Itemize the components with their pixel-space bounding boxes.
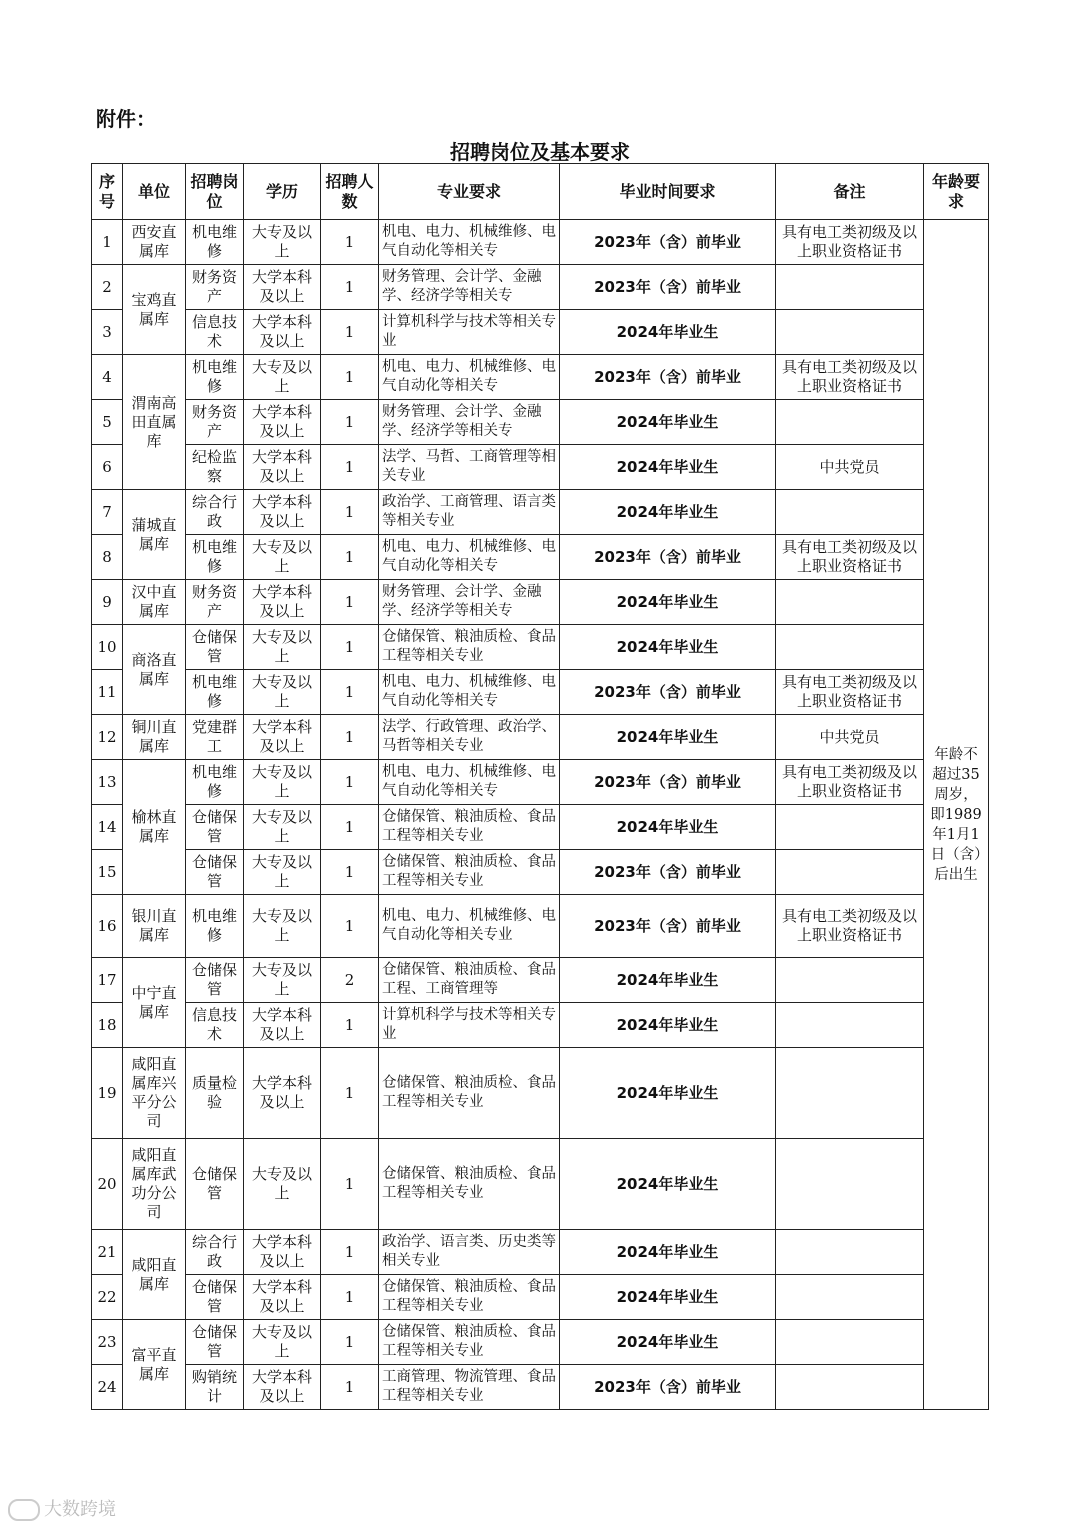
education-cell: 大学本科及以上 <box>244 580 321 625</box>
education-cell: 大专及以上 <box>244 220 321 265</box>
position-cell: 信息技术 <box>186 1003 244 1048</box>
unit-cell: 中宁直属库 <box>123 958 186 1048</box>
count-cell: 1 <box>321 1139 379 1230</box>
remark-cell <box>776 805 924 850</box>
position-cell: 综合行政 <box>186 490 244 535</box>
header-unit: 单位 <box>123 164 186 220</box>
major-cell: 机电、电力、机械维修、电气自动化等相关专 <box>379 670 560 715</box>
education-cell: 大专及以上 <box>244 625 321 670</box>
education-cell: 大学本科及以上 <box>244 715 321 760</box>
graduation-cell: 2024年毕业生 <box>560 1139 776 1230</box>
position-cell: 机电维修 <box>186 670 244 715</box>
education-cell: 大专及以上 <box>244 850 321 895</box>
row-no: 17 <box>92 958 123 1003</box>
remark-cell <box>776 580 924 625</box>
major-cell: 仓储保管、粮油质检、食品工程等相关专业 <box>379 625 560 670</box>
unit-cell: 渭南高田直属库 <box>123 355 186 490</box>
graduation-cell: 2023年（含）前毕业 <box>560 760 776 805</box>
position-cell: 综合行政 <box>186 1230 244 1275</box>
position-cell: 仓储保管 <box>186 958 244 1003</box>
major-cell: 机电、电力、机械维修、电气自动化等相关专 <box>379 220 560 265</box>
table-row <box>92 895 989 958</box>
major-cell: 仓储保管、粮油质检、食品工程等相关专业 <box>379 1320 560 1365</box>
major-cell: 仓储保管、粮油质检、食品工程等相关专业 <box>379 1139 560 1230</box>
graduation-cell: 2024年毕业生 <box>560 580 776 625</box>
row-no: 23 <box>92 1320 123 1365</box>
remark-cell <box>776 310 924 355</box>
count-cell: 1 <box>321 670 379 715</box>
education-cell: 大学本科及以上 <box>244 1365 321 1410</box>
position-cell: 机电维修 <box>186 220 244 265</box>
row-no: 13 <box>92 760 123 805</box>
education-cell: 大学本科及以上 <box>244 445 321 490</box>
count-cell: 1 <box>321 310 379 355</box>
major-cell: 仓储保管、粮油质检、食品工程、工商管理等 <box>379 958 560 1003</box>
table-row <box>92 1048 989 1139</box>
graduation-cell: 2023年（含）前毕业 <box>560 265 776 310</box>
table-row <box>92 958 989 1003</box>
major-cell: 财务管理、会计学、金融学、经济学等相关专 <box>379 265 560 310</box>
row-no: 14 <box>92 805 123 850</box>
table-row <box>92 1365 989 1410</box>
row-no: 15 <box>92 850 123 895</box>
table-row <box>92 760 989 805</box>
remark-cell <box>776 1320 924 1365</box>
graduation-cell: 2024年毕业生 <box>560 1230 776 1275</box>
row-no: 4 <box>92 355 123 400</box>
major-cell: 机电、电力、机械维修、电气自动化等相关专 <box>379 760 560 805</box>
count-cell: 1 <box>321 490 379 535</box>
count-cell: 1 <box>321 715 379 760</box>
education-cell: 大学本科及以上 <box>244 1230 321 1275</box>
row-no: 3 <box>92 310 123 355</box>
header-no: 序号 <box>92 164 123 220</box>
major-cell: 仓储保管、粮油质检、食品工程等相关专业 <box>379 1275 560 1320</box>
row-no: 1 <box>92 220 123 265</box>
position-cell: 财务资产 <box>186 265 244 310</box>
count-cell: 1 <box>321 400 379 445</box>
education-cell: 大专及以上 <box>244 670 321 715</box>
row-no: 21 <box>92 1230 123 1275</box>
education-cell: 大学本科及以上 <box>244 400 321 445</box>
row-no: 7 <box>92 490 123 535</box>
remark-cell: 具有电工类初级及以上职业资格证书 <box>776 760 924 805</box>
header-graduation: 毕业时间要求 <box>560 164 776 220</box>
graduation-cell: 2024年毕业生 <box>560 715 776 760</box>
position-cell: 质量检验 <box>186 1048 244 1139</box>
row-no: 6 <box>92 445 123 490</box>
graduation-cell: 2023年（含）前毕业 <box>560 895 776 958</box>
graduation-cell: 2024年毕业生 <box>560 1003 776 1048</box>
major-cell: 仓储保管、粮油质检、食品工程等相关专业 <box>379 850 560 895</box>
table-row <box>92 1320 989 1365</box>
count-cell: 1 <box>321 625 379 670</box>
position-cell: 仓储保管 <box>186 805 244 850</box>
count-cell: 1 <box>321 1230 379 1275</box>
position-cell: 机电维修 <box>186 355 244 400</box>
count-cell: 1 <box>321 220 379 265</box>
major-cell: 机电、电力、机械维修、电气自动化等相关专业 <box>379 895 560 958</box>
remark-cell <box>776 1230 924 1275</box>
row-no: 20 <box>92 1139 123 1230</box>
major-cell: 政治学、语言类、历史类等相关专业 <box>379 1230 560 1275</box>
header-count: 招聘人数 <box>321 164 379 220</box>
header-education: 学历 <box>244 164 321 220</box>
remark-cell: 具有电工类初级及以上职业资格证书 <box>776 220 924 265</box>
row-no: 19 <box>92 1048 123 1139</box>
count-cell: 1 <box>321 580 379 625</box>
unit-cell: 咸阳直属库 <box>123 1230 186 1320</box>
count-cell: 2 <box>321 958 379 1003</box>
watermark-text: 大数跨境 <box>44 1499 116 1520</box>
unit-cell: 西安直属库 <box>123 220 186 265</box>
table-row <box>92 1230 989 1275</box>
remark-cell <box>776 265 924 310</box>
graduation-cell: 2024年毕业生 <box>560 625 776 670</box>
remark-cell <box>776 400 924 445</box>
remark-cell <box>776 1275 924 1320</box>
position-cell: 机电维修 <box>186 535 244 580</box>
remark-cell <box>776 490 924 535</box>
education-cell: 大专及以上 <box>244 1139 321 1230</box>
row-no: 8 <box>92 535 123 580</box>
count-cell: 1 <box>321 1003 379 1048</box>
table-row <box>92 535 989 580</box>
education-cell: 大专及以上 <box>244 535 321 580</box>
graduation-cell: 2023年（含）前毕业 <box>560 670 776 715</box>
position-cell: 信息技术 <box>186 310 244 355</box>
position-cell: 仓储保管 <box>186 850 244 895</box>
table-row <box>92 670 989 715</box>
table-row <box>92 445 989 490</box>
header-position: 招聘岗位 <box>186 164 244 220</box>
major-cell: 仓储保管、粮油质检、食品工程等相关专业 <box>379 805 560 850</box>
count-cell: 1 <box>321 805 379 850</box>
unit-cell: 宝鸡直属库 <box>123 265 186 355</box>
position-cell: 购销统计 <box>186 1365 244 1410</box>
table-row <box>92 220 989 265</box>
education-cell: 大专及以上 <box>244 958 321 1003</box>
position-cell: 仓储保管 <box>186 1139 244 1230</box>
position-cell: 党建群工 <box>186 715 244 760</box>
count-cell: 1 <box>321 535 379 580</box>
graduation-cell: 2024年毕业生 <box>560 310 776 355</box>
remark-cell: 中共党员 <box>776 445 924 490</box>
position-cell: 机电维修 <box>186 760 244 805</box>
education-cell: 大学本科及以上 <box>244 490 321 535</box>
count-cell: 1 <box>321 1365 379 1410</box>
remark-cell: 具有电工类初级及以上职业资格证书 <box>776 895 924 958</box>
row-no: 22 <box>92 1275 123 1320</box>
row-no: 12 <box>92 715 123 760</box>
graduation-cell: 2023年（含）前毕业 <box>560 355 776 400</box>
graduation-cell: 2023年（含）前毕业 <box>560 535 776 580</box>
table-row <box>92 355 989 400</box>
graduation-cell: 2024年毕业生 <box>560 490 776 535</box>
graduation-cell: 2024年毕业生 <box>560 1320 776 1365</box>
graduation-cell: 2024年毕业生 <box>560 400 776 445</box>
graduation-cell: 2023年（含）前毕业 <box>560 1365 776 1410</box>
table-row <box>92 265 989 310</box>
major-cell: 财务管理、会计学、金融学、经济学等相关专 <box>379 580 560 625</box>
count-cell: 1 <box>321 1275 379 1320</box>
unit-cell: 银川直属库 <box>123 895 186 958</box>
page-title: 招聘岗位及基本要求 <box>450 140 630 164</box>
header-row <box>92 164 989 220</box>
count-cell: 1 <box>321 760 379 805</box>
remark-cell <box>776 1003 924 1048</box>
watermark-logo-icon <box>8 1499 40 1521</box>
education-cell: 大学本科及以上 <box>244 1048 321 1139</box>
header-remark: 备注 <box>776 164 924 220</box>
education-cell: 大专及以上 <box>244 1320 321 1365</box>
row-no: 24 <box>92 1365 123 1410</box>
unit-cell: 富平直属库 <box>123 1320 186 1410</box>
count-cell: 1 <box>321 355 379 400</box>
table-row <box>92 310 989 355</box>
position-cell: 仓储保管 <box>186 625 244 670</box>
major-cell: 政治学、工商管理、语言类等相关专业 <box>379 490 560 535</box>
age-requirement-cell: 年龄不超过35周岁，即1989年1月1日（含）后出生 <box>924 220 989 1410</box>
education-cell: 大学本科及以上 <box>244 1003 321 1048</box>
education-cell: 大专及以上 <box>244 805 321 850</box>
row-no: 9 <box>92 580 123 625</box>
table-row <box>92 625 989 670</box>
unit-cell: 咸阳直属库兴平分公司 <box>123 1048 186 1139</box>
row-no: 10 <box>92 625 123 670</box>
remark-cell: 具有电工类初级及以上职业资格证书 <box>776 670 924 715</box>
major-cell: 财务管理、会计学、金融学、经济学等相关专 <box>379 400 560 445</box>
remark-cell <box>776 1139 924 1230</box>
count-cell: 1 <box>321 895 379 958</box>
table-row <box>92 1139 989 1230</box>
graduation-cell: 2024年毕业生 <box>560 445 776 490</box>
remark-cell: 具有电工类初级及以上职业资格证书 <box>776 535 924 580</box>
header-age: 年龄要求 <box>924 164 989 220</box>
major-cell: 工商管理、物流管理、食品工程等相关专业 <box>379 1365 560 1410</box>
education-cell: 大学本科及以上 <box>244 1275 321 1320</box>
major-cell: 法学、行政管理、政治学、马哲等相关专业 <box>379 715 560 760</box>
unit-cell: 铜川直属库 <box>123 715 186 760</box>
position-cell: 机电维修 <box>186 895 244 958</box>
table-row <box>92 1275 989 1320</box>
row-no: 16 <box>92 895 123 958</box>
position-cell: 财务资产 <box>186 580 244 625</box>
education-cell: 大专及以上 <box>244 760 321 805</box>
row-no: 18 <box>92 1003 123 1048</box>
graduation-cell: 2023年（含）前毕业 <box>560 220 776 265</box>
graduation-cell: 2023年（含）前毕业 <box>560 850 776 895</box>
watermark <box>8 1495 116 1521</box>
major-cell: 法学、马哲、工商管理等相关专业 <box>379 445 560 490</box>
attachment-label: 附件： <box>96 107 156 131</box>
table-row <box>92 580 989 625</box>
unit-cell: 榆林直属库 <box>123 760 186 895</box>
header-major: 专业要求 <box>379 164 560 220</box>
education-cell: 大学本科及以上 <box>244 265 321 310</box>
count-cell: 1 <box>321 265 379 310</box>
table-row <box>92 715 989 760</box>
position-cell: 仓储保管 <box>186 1275 244 1320</box>
table-row <box>92 850 989 895</box>
position-cell: 财务资产 <box>186 400 244 445</box>
table-row <box>92 400 989 445</box>
remark-cell: 中共党员 <box>776 715 924 760</box>
unit-cell: 蒲城直属库 <box>123 490 186 580</box>
remark-cell: 具有电工类初级及以上职业资格证书 <box>776 355 924 400</box>
major-cell: 仓储保管、粮油质检、食品工程等相关专业 <box>379 1048 560 1139</box>
major-cell: 机电、电力、机械维修、电气自动化等相关专 <box>379 535 560 580</box>
remark-cell <box>776 1365 924 1410</box>
major-cell: 机电、电力、机械维修、电气自动化等相关专 <box>379 355 560 400</box>
count-cell: 1 <box>321 850 379 895</box>
unit-cell: 咸阳直属库武功分公司 <box>123 1139 186 1230</box>
table-row <box>92 1003 989 1048</box>
remark-cell <box>776 958 924 1003</box>
position-cell: 纪检监察 <box>186 445 244 490</box>
graduation-cell: 2024年毕业生 <box>560 1048 776 1139</box>
unit-cell: 商洛直属库 <box>123 625 186 715</box>
remark-cell <box>776 625 924 670</box>
recruitment-table <box>91 163 989 1410</box>
remark-cell <box>776 850 924 895</box>
graduation-cell: 2024年毕业生 <box>560 1275 776 1320</box>
count-cell: 1 <box>321 445 379 490</box>
education-cell: 大学本科及以上 <box>244 310 321 355</box>
unit-cell: 汉中直属库 <box>123 580 186 625</box>
major-cell: 计算机科学与技术等相关专业 <box>379 1003 560 1048</box>
position-cell: 仓储保管 <box>186 1320 244 1365</box>
table-row <box>92 805 989 850</box>
count-cell: 1 <box>321 1048 379 1139</box>
education-cell: 大专及以上 <box>244 355 321 400</box>
graduation-cell: 2024年毕业生 <box>560 958 776 1003</box>
major-cell: 计算机科学与技术等相关专业 <box>379 310 560 355</box>
table-row <box>92 490 989 535</box>
row-no: 5 <box>92 400 123 445</box>
remark-cell <box>776 1048 924 1139</box>
row-no: 2 <box>92 265 123 310</box>
graduation-cell: 2024年毕业生 <box>560 805 776 850</box>
row-no: 11 <box>92 670 123 715</box>
education-cell: 大专及以上 <box>244 895 321 958</box>
count-cell: 1 <box>321 1320 379 1365</box>
